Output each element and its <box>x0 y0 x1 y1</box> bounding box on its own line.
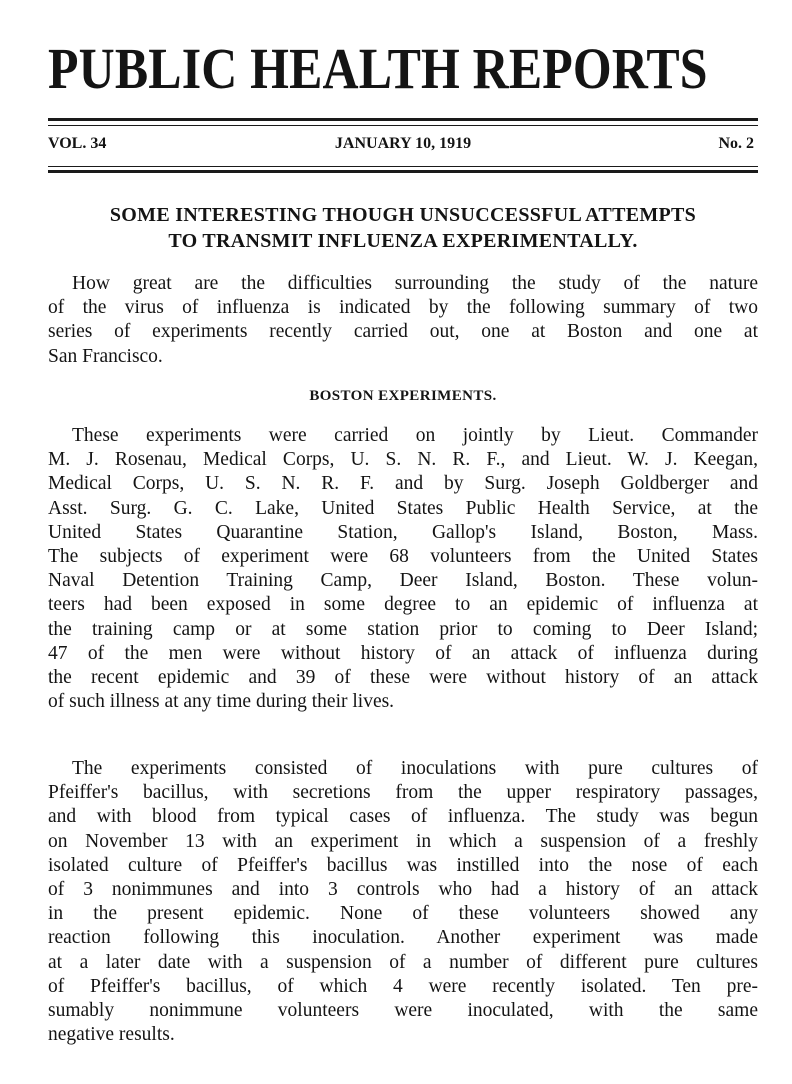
issue-line <box>48 134 758 154</box>
text-line: in the present epidemic. None of these volunteers showed any <box>48 903 758 925</box>
text-line: Medical Corps, U. S. N. R. F. and by Surg. Joseph Goldberger and <box>48 473 758 495</box>
header-rule-bottom-thick <box>48 170 758 173</box>
text-line: the training camp or at some station prior to coming to Deer Island; <box>48 618 758 640</box>
section-heading: BOSTON EXPERIMENTS. <box>309 388 497 404</box>
text-line: San Francisco. <box>48 345 163 367</box>
text-line: Asst. Surg. G. C. Lake, United States Public Health Service, at the <box>48 497 758 519</box>
text-line: M. J. Rosenau, Medical Corps, U. S. N. R. F., and Lieut. W. J. Keegan, <box>48 449 758 471</box>
text-line: of 3 nonimmunes and into 3 controls who had a history of an attack <box>48 878 758 900</box>
article-title-line: SOME INTERESTING THOUGH UNSUCCESSFUL ATTEMPTS <box>109 204 697 226</box>
article-title <box>48 202 758 254</box>
text-line: The experiments consisted of inoculations with pure cultures of <box>72 758 758 779</box>
issue-date: JANUARY 10, 1919 <box>334 135 472 152</box>
text-line: on November 13 with an experiment in which a suspension of a freshly <box>48 830 758 852</box>
text-line: of Pfeiffer's bacillus, of which 4 were recently isolated. Ten pre- <box>48 975 758 997</box>
text-line: 47 of the men were without history of an attack of influenza during <box>48 642 758 664</box>
text-line: of the virus of influenza is indicated by the following summary of two <box>48 297 758 319</box>
header-rule-top-thick <box>48 118 758 121</box>
text-line: Pfeiffer's bacillus, with secretions from the upper respiratory passages, <box>48 782 758 804</box>
text-line: and with blood from typical cases of influenza. The study was begun <box>48 806 758 828</box>
text-line: series of experiments recently carried out, one at Boston and one at <box>48 321 758 343</box>
article-title-line: TO TRANSMIT INFLUENZA EXPERIMENTALLY. <box>168 230 638 252</box>
journal-title: PUBLIC HEALTH REPORTS <box>48 36 708 101</box>
text-line: isolated culture of Pfeiffer's bacillus was instilled into the nose of each <box>48 854 758 876</box>
text-line: How great are the difficulties surrounding the study of the nature <box>72 273 758 294</box>
paragraph-personnel <box>48 424 758 714</box>
text-line: The subjects of experiment were 68 volunteers from the United States <box>48 545 758 567</box>
text-line: United States Quarantine Station, Gallop's Island, Boston, Mass. <box>48 521 758 543</box>
text-line: the recent epidemic and 39 of these were without history of an attack <box>48 666 758 688</box>
text-line: negative results. <box>48 1024 175 1046</box>
text-line: These experiments were carried on jointly by Lieut. Commander <box>72 425 758 446</box>
paragraph-experiments <box>48 757 758 1047</box>
text-line: teers had been exposed in some degree to an epidemic of influenza at <box>48 594 758 616</box>
text-line: of such illness at any time during their lives. <box>48 691 395 713</box>
issue-number: No. 2 <box>718 135 754 152</box>
header-rule-bottom-thin <box>48 166 758 167</box>
text-line: reaction following this inoculation. Another experiment was made <box>48 927 758 949</box>
volume-label: VOL. 34 <box>48 135 107 152</box>
header-rule-top-thin <box>48 125 758 126</box>
intro-paragraph <box>48 272 758 369</box>
text-line: Naval Detention Training Camp, Deer Island, Boston. These volun- <box>48 570 758 592</box>
text-line: sumably nonimmune volunteers were inoculated, with the same <box>48 999 758 1021</box>
text-line: at a later date with a suspension of a number of different pure cultures <box>48 951 758 973</box>
